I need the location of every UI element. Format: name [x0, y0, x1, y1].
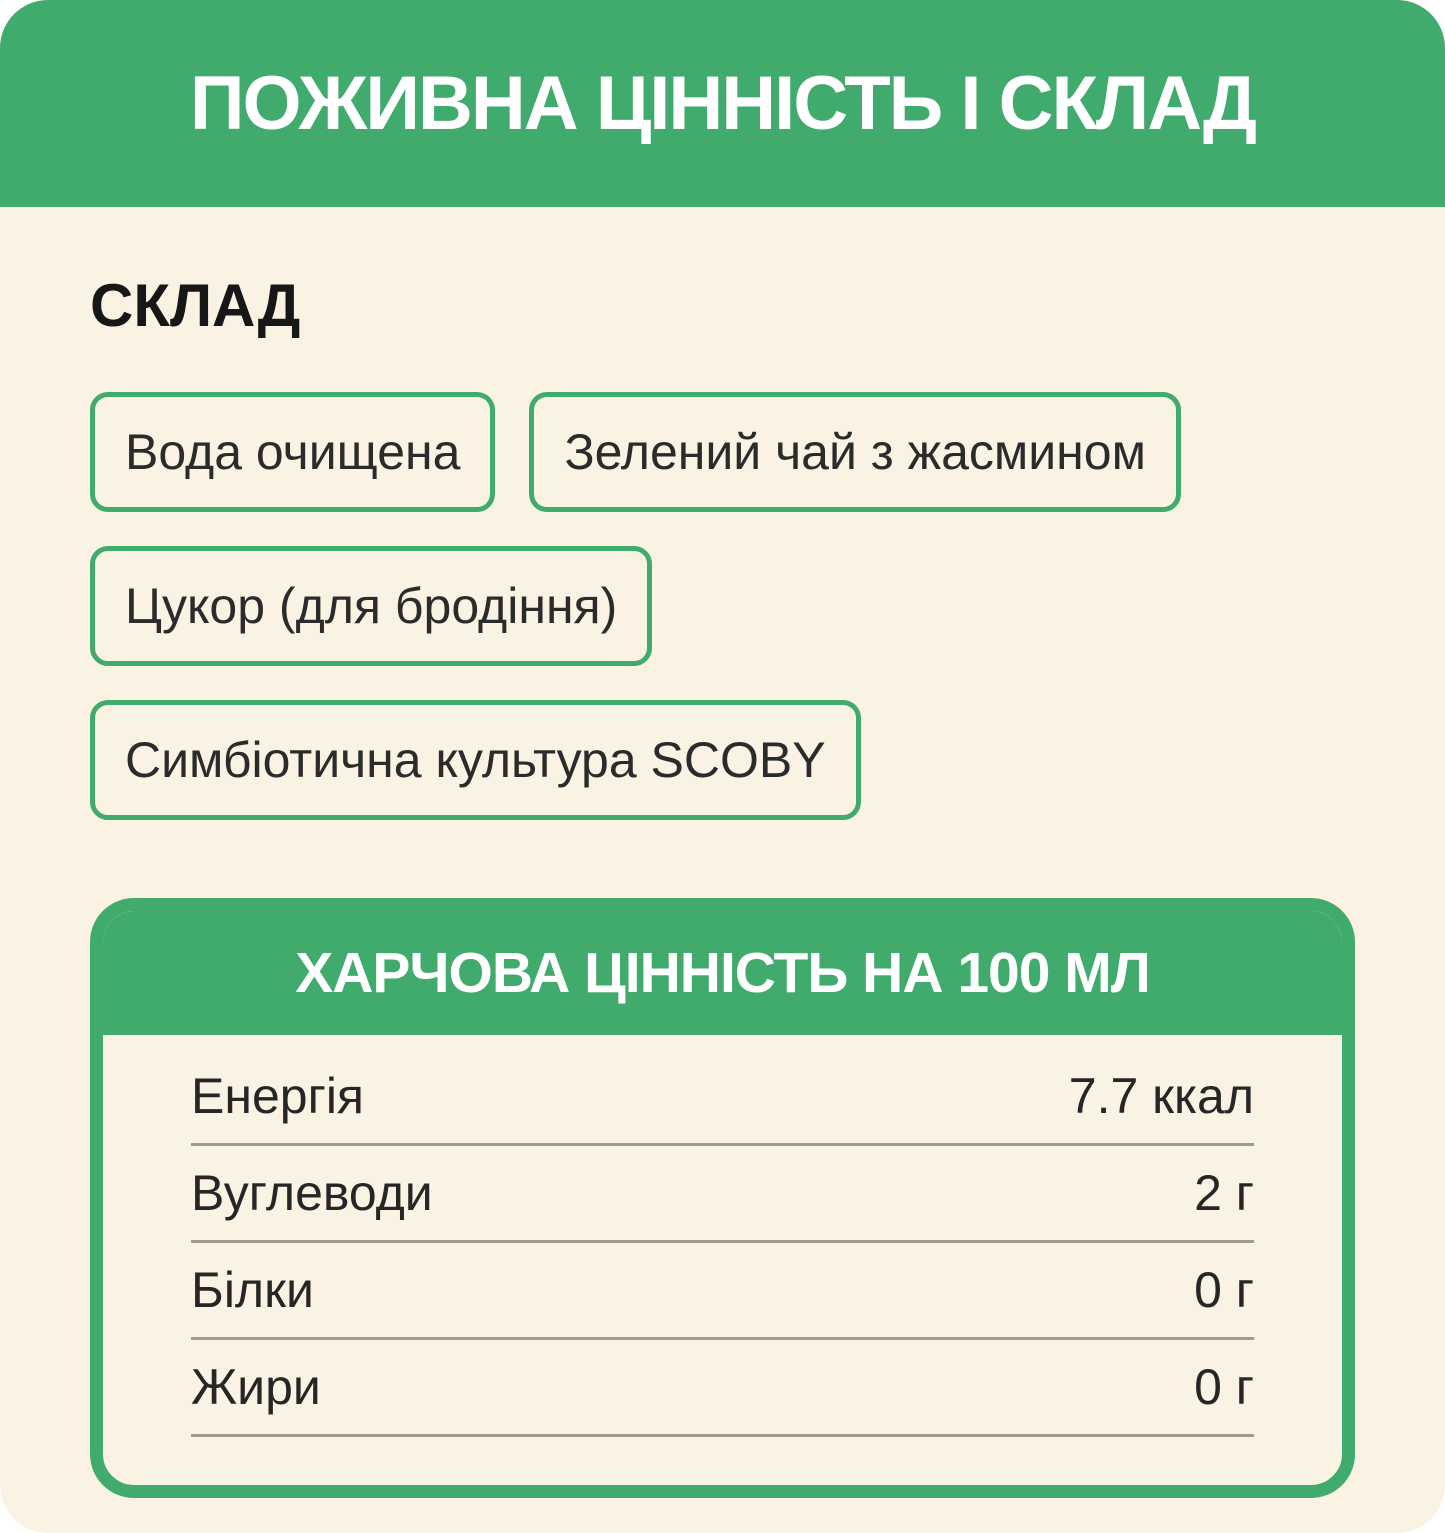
- table-row: [191, 1049, 1254, 1146]
- pill-row: [90, 700, 1355, 820]
- pill-row: [90, 392, 1355, 512]
- label-title: ПОЖИВНА ЦІННІСТЬ І СКЛАД: [189, 61, 1256, 146]
- nutrition-card: [90, 898, 1355, 1498]
- row-value-protein: 0 г: [1194, 1262, 1254, 1318]
- nutrition-card-title: ХАРЧОВА ЦІННІСТЬ НА 100 МЛ: [295, 941, 1150, 1005]
- table-row: [191, 1243, 1254, 1340]
- nutrition-table: [103, 1035, 1342, 1485]
- ingredient-pills: [90, 392, 1355, 820]
- composition-heading: СКЛАД: [90, 272, 301, 339]
- nutrition-card-header: [103, 911, 1342, 1035]
- ingredient-pill-water: Вода очищена: [90, 392, 495, 512]
- ingredient-pill-scoby: Симбіотична культура SCOBY: [90, 700, 861, 820]
- label-header: [0, 0, 1445, 207]
- label-content: [0, 271, 1445, 1498]
- row-label-energy: Енергія: [191, 1068, 364, 1124]
- row-label-fat: Жири: [191, 1359, 321, 1415]
- pill-row: [90, 546, 1355, 666]
- table-row: [191, 1146, 1254, 1243]
- row-value-energy: 7.7 ккал: [1068, 1068, 1254, 1124]
- row-value-fat: 0 г: [1194, 1359, 1254, 1415]
- row-value-carbs: 2 г: [1194, 1165, 1254, 1221]
- row-label-carbs: Вуглеводи: [191, 1165, 433, 1221]
- ingredient-pill-green-tea: Зелений чай з жасмином: [529, 392, 1181, 512]
- row-label-protein: Білки: [191, 1262, 314, 1318]
- table-row: [191, 1340, 1254, 1437]
- ingredient-pill-sugar: Цукор (для бродіння): [90, 546, 652, 666]
